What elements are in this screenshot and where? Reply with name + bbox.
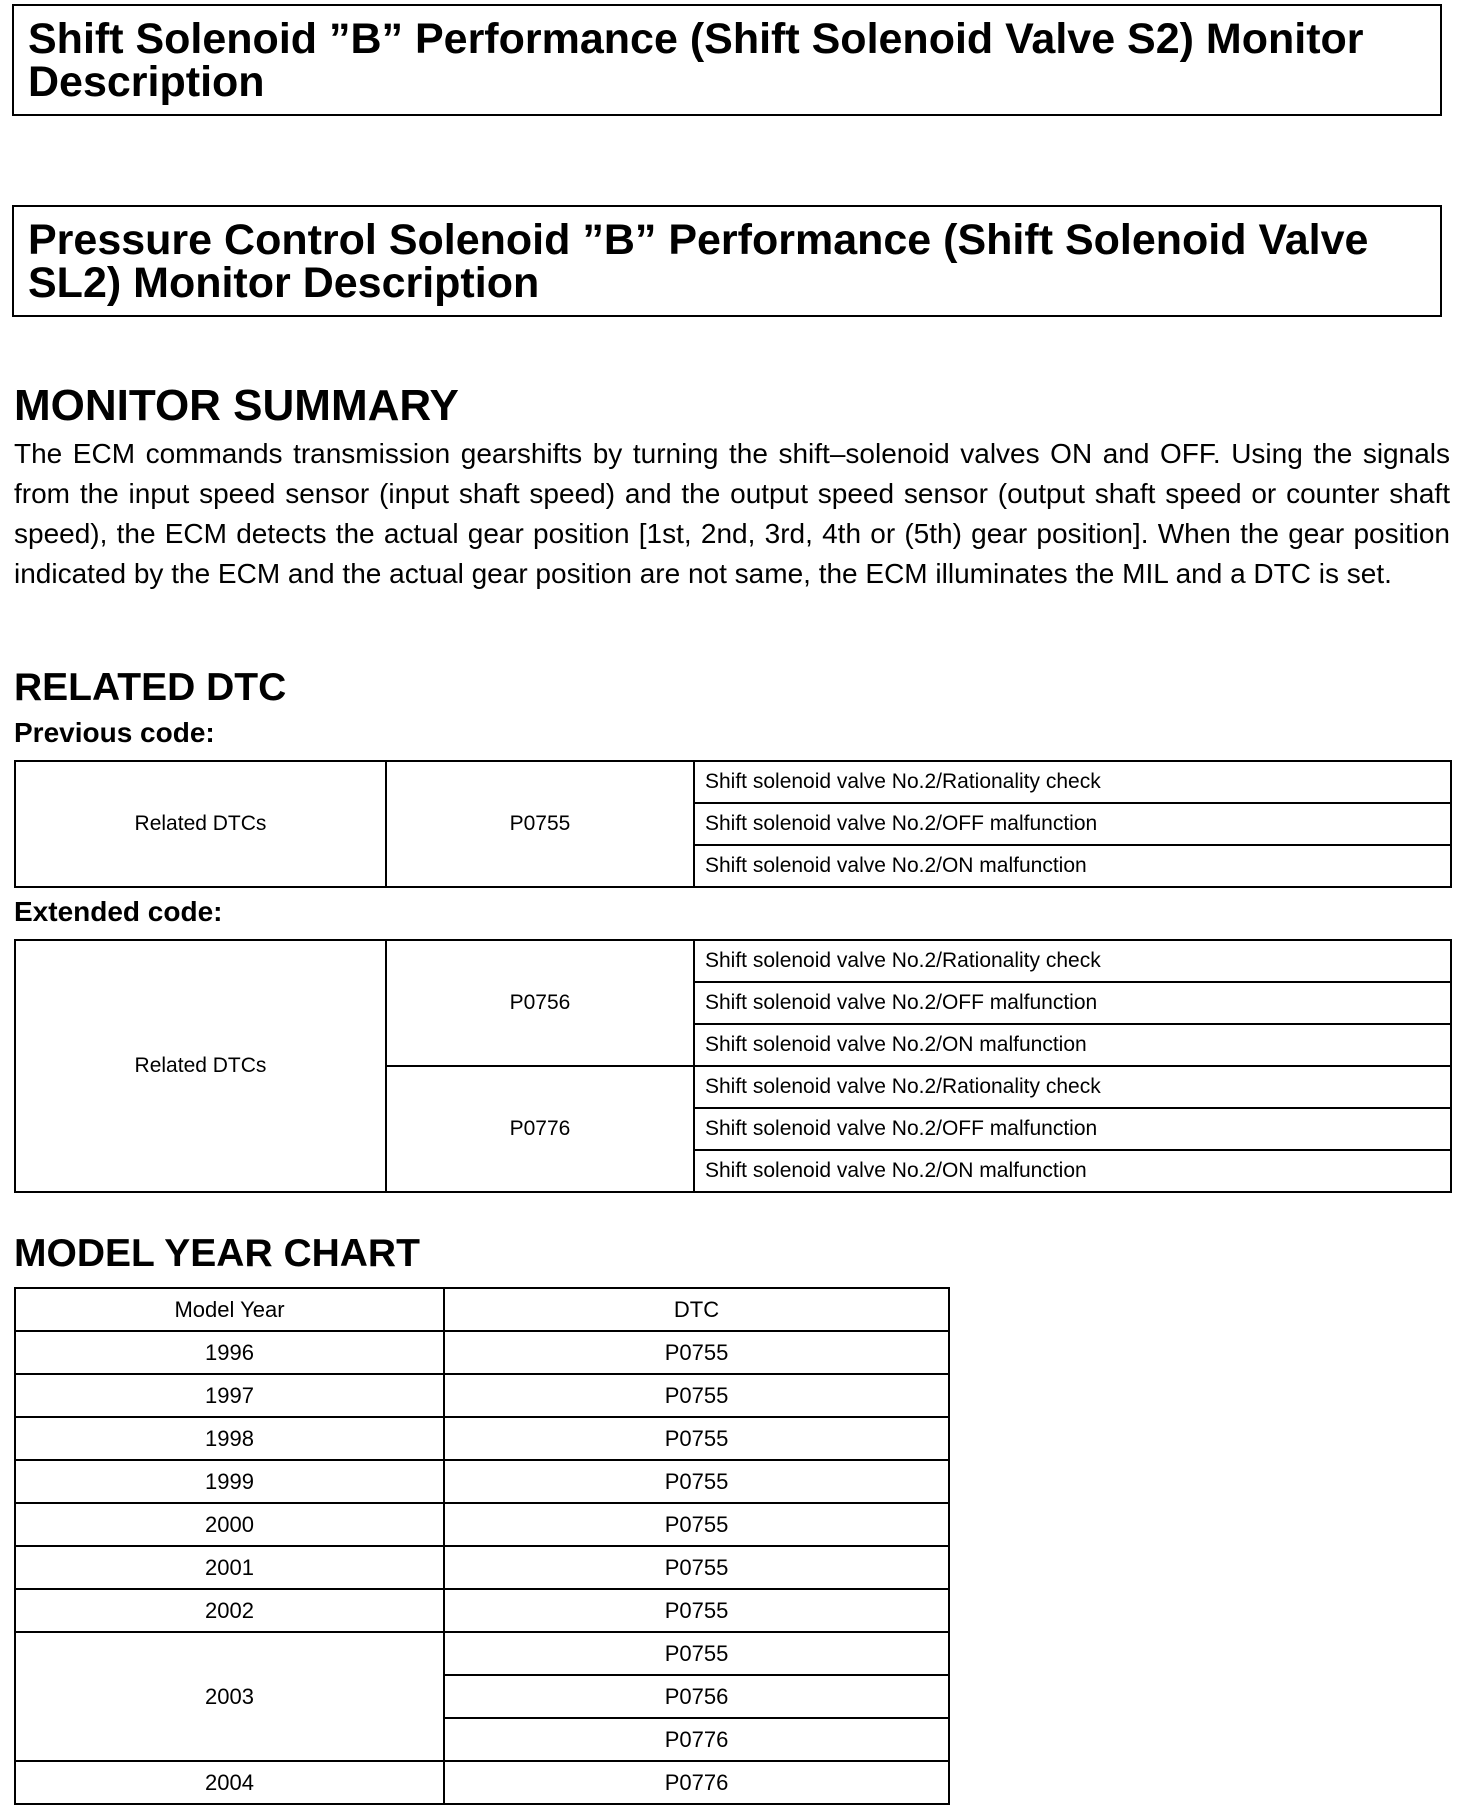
- related-dtcs-label: Related DTCs: [15, 940, 386, 1192]
- dtc-description: Shift solenoid valve No.2/Rationality check: [694, 940, 1451, 982]
- dtc-header: DTC: [444, 1288, 949, 1331]
- monitor-summary-text: The ECM commands transmission gearshifts by turning the shift–solenoid valves ON and OFF. Using the signals from the input speed sensor (input shaft speed) and the output speed sensor (output shaft speed or counter shaft speed), the ECM detects the actual gear position [1st, 2nd, 3rd, 4th or (5th) gear position]. When the gear position indicated by the ECM and the actual gear position are not same, the ECM illuminates the MIL and a DTC is set.: [14, 438, 1450, 589]
- model-year-cell: 2004: [15, 1761, 444, 1804]
- related-dtcs-label: Related DTCs: [15, 761, 386, 887]
- extended-code-table: [14, 939, 1452, 1193]
- dtc-cell: P0755: [444, 1331, 949, 1374]
- dtc-description: Shift solenoid valve No.2/ON malfunction: [694, 1150, 1451, 1192]
- title-shift-solenoid-b: Shift Solenoid ”B” Performance (Shift Solenoid Valve S2) Monitor Description: [12, 4, 1442, 116]
- dtc-cell: P0776: [444, 1761, 949, 1804]
- extended-code-label: Extended code:: [14, 896, 223, 927]
- table-row: [15, 1374, 949, 1417]
- dtc-cell: P0776: [444, 1718, 949, 1761]
- table-row: [15, 1417, 949, 1460]
- model-year-chart-heading: MODEL YEAR CHART: [14, 1232, 420, 1275]
- model-year-cell: 1999: [15, 1460, 444, 1503]
- dtc-code: P0776: [386, 1066, 694, 1192]
- model-year-cell: 2003: [15, 1632, 444, 1761]
- table-row: [15, 761, 1451, 803]
- dtc-description: Shift solenoid valve No.2/ON malfunction: [694, 1024, 1451, 1066]
- table-row: [15, 1546, 949, 1589]
- table-row: [15, 1589, 949, 1632]
- table-row: [15, 1331, 949, 1374]
- model-year-header: Model Year: [15, 1288, 444, 1331]
- table-row: [15, 1761, 949, 1804]
- model-year-cell: 1997: [15, 1374, 444, 1417]
- model-year-cell: 2000: [15, 1503, 444, 1546]
- model-year-cell: 2002: [15, 1589, 444, 1632]
- table-row: [15, 1632, 949, 1675]
- related-dtc-heading: RELATED DTC: [14, 666, 287, 709]
- title-pressure-control-solenoid-b: Pressure Control Solenoid ”B” Performance (Shift Solenoid Valve SL2) Monitor Description: [12, 205, 1442, 317]
- dtc-cell: P0756: [444, 1675, 949, 1718]
- table-row: [15, 1460, 949, 1503]
- model-year-cell: 1998: [15, 1417, 444, 1460]
- dtc-cell: P0755: [444, 1374, 949, 1417]
- previous-code-label: Previous code:: [14, 717, 215, 748]
- dtc-description: Shift solenoid valve No.2/OFF malfunction: [694, 1108, 1451, 1150]
- table-header-row: [15, 1288, 949, 1331]
- dtc-description: Shift solenoid valve No.2/Rationality check: [694, 761, 1451, 803]
- table-row: [15, 940, 1451, 982]
- dtc-description: Shift solenoid valve No.2/ON malfunction: [694, 845, 1451, 887]
- dtc-code: P0755: [386, 761, 694, 887]
- dtc-description: Shift solenoid valve No.2/OFF malfunction: [694, 982, 1451, 1024]
- dtc-cell: P0755: [444, 1503, 949, 1546]
- monitor-summary-heading: MONITOR SUMMARY: [14, 381, 459, 430]
- dtc-cell: P0755: [444, 1417, 949, 1460]
- dtc-cell: P0755: [444, 1460, 949, 1503]
- model-year-cell: 1996: [15, 1331, 444, 1374]
- dtc-description: Shift solenoid valve No.2/OFF malfunction: [694, 803, 1451, 845]
- dtc-cell: P0755: [444, 1546, 949, 1589]
- table-row: [15, 1503, 949, 1546]
- dtc-cell: P0755: [444, 1632, 949, 1675]
- dtc-description: Shift solenoid valve No.2/Rationality check: [694, 1066, 1451, 1108]
- model-year-cell: 2001: [15, 1546, 444, 1589]
- dtc-code: P0756: [386, 940, 694, 1066]
- dtc-cell: P0755: [444, 1589, 949, 1632]
- model-year-table: [14, 1287, 950, 1805]
- previous-code-table: [14, 760, 1452, 888]
